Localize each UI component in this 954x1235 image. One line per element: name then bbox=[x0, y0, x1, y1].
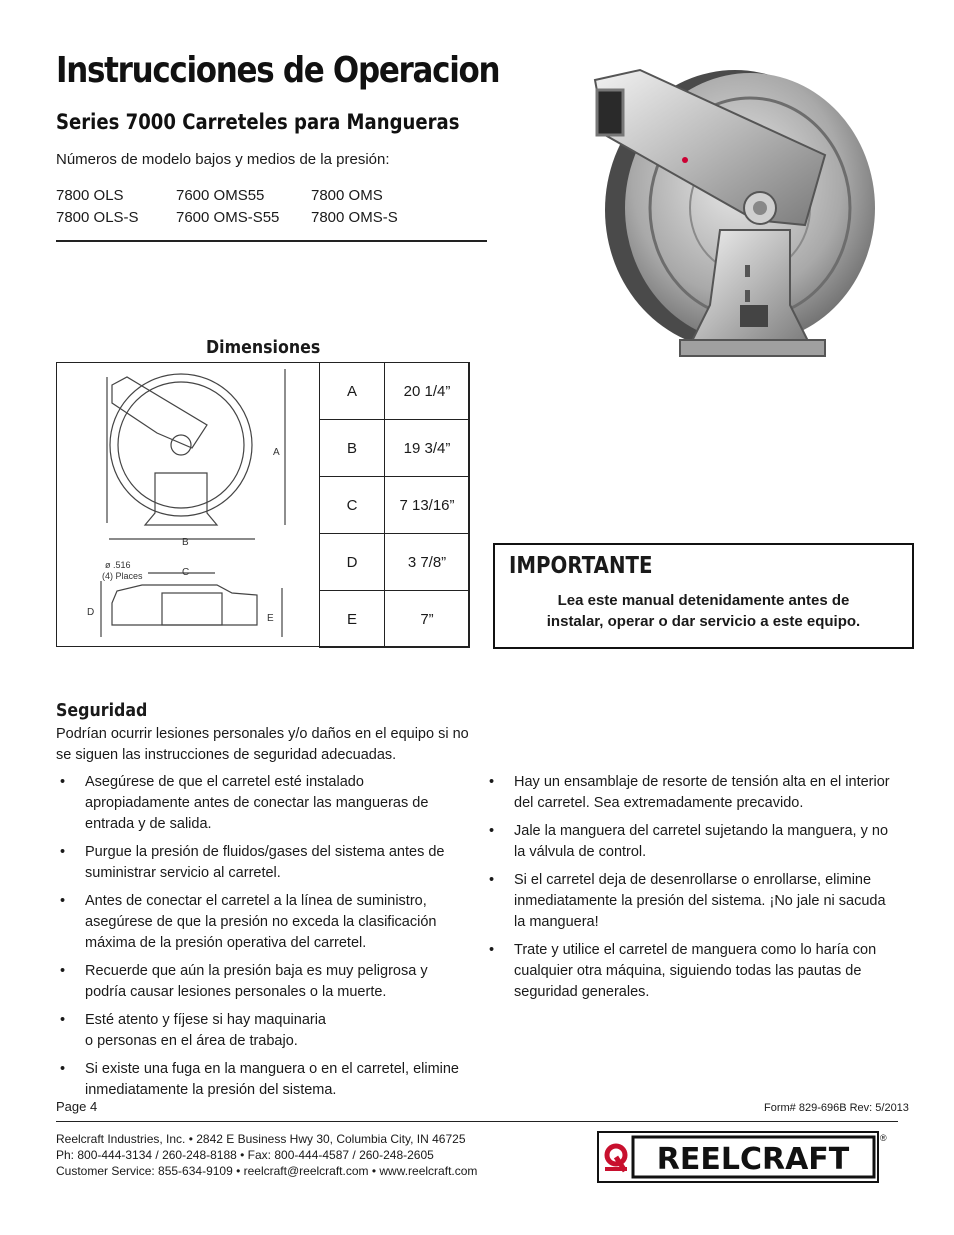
model-numbers bbox=[56, 187, 398, 231]
model-number: 7800 OLS bbox=[56, 187, 124, 204]
dim-label-a: A bbox=[273, 447, 280, 458]
model-number: 7800 OMS-S bbox=[311, 209, 398, 226]
safety-list-left bbox=[56, 772, 471, 1108]
list-item bbox=[56, 842, 471, 884]
table-row bbox=[320, 477, 470, 534]
safety-title: Seguridad bbox=[56, 700, 148, 721]
bullet-icon: • bbox=[489, 774, 495, 790]
list-item-text: Esté atento y fíjese si hay maquinaria o personas en el área de trabajo. bbox=[85, 1012, 326, 1049]
model-number: 7600 OMS55 bbox=[176, 187, 265, 204]
registered-mark: ® bbox=[880, 1133, 887, 1143]
safety-intro: Podrían ocurrir lesiones personales y/o daños en el equipo si no se siguen las instrucciones de seguridad adecuadas. bbox=[56, 726, 469, 763]
list-item bbox=[485, 870, 897, 933]
company-address: Reelcraft Industries, Inc. • 2842 E Business Hwy 30, Columbia City, IN 46725 bbox=[56, 1132, 466, 1146]
dimension-value: 19 3/4” bbox=[385, 420, 470, 477]
footer-divider bbox=[56, 1121, 898, 1122]
dimension-label: A bbox=[320, 363, 385, 420]
important-title: IMPORTANTE bbox=[509, 553, 653, 579]
list-item bbox=[56, 891, 471, 954]
dimension-label: C bbox=[320, 477, 385, 534]
dimension-label: E bbox=[320, 591, 385, 648]
important-line: instalar, operar o dar servicio a este equipo. bbox=[546, 613, 861, 630]
reelcraft-logo bbox=[597, 1131, 887, 1183]
list-item bbox=[485, 940, 897, 1003]
list-item bbox=[56, 961, 471, 1003]
dimension-drawing bbox=[57, 363, 319, 646]
bullet-icon: • bbox=[60, 844, 66, 860]
bullet-icon: • bbox=[60, 774, 66, 790]
dim-label-b: B bbox=[182, 537, 189, 548]
company-contact: Customer Service: 855-634-9109 • reelcraft@reelcraft.com • www.reelcraft.com bbox=[56, 1164, 478, 1178]
safety-list-right bbox=[485, 772, 897, 1010]
bullet-icon: • bbox=[489, 872, 495, 888]
important-line: Lea este manual detenidamente antes de bbox=[557, 592, 850, 609]
table-row bbox=[320, 534, 470, 591]
models-intro: Números de modelo bajos y medios de la presión: bbox=[56, 151, 390, 168]
list-item-text: Recuerde que aún la presión baja es muy peligrosa y podría causar lesiones personales o la muerte. bbox=[85, 963, 428, 1000]
divider bbox=[56, 240, 487, 242]
bullet-icon: • bbox=[489, 823, 495, 839]
list-item-text: Si el carretel deja de desenrollarse o enrollarse, elimine inmediatamente la presión del sistema. ¡No jale ni sacuda la manguera! bbox=[514, 872, 886, 930]
list-item bbox=[56, 772, 471, 835]
page-subtitle: Series 7000 Carreteles para Mangueras bbox=[56, 110, 460, 134]
table-row bbox=[320, 591, 470, 648]
table-row bbox=[320, 363, 470, 420]
table-row bbox=[320, 420, 470, 477]
list-item-text: Jale la manguera del carretel sujetando la manguera, y no la válvula de control. bbox=[514, 823, 889, 860]
logo-wordmark: REELCRAFT bbox=[656, 1142, 850, 1177]
page-number: Page 4 bbox=[56, 1099, 98, 1114]
hole-spec-line1: ø .516 bbox=[105, 560, 131, 570]
bullet-icon: • bbox=[60, 1012, 66, 1028]
bullet-icon: • bbox=[60, 963, 66, 979]
dimension-value: 3 7/8” bbox=[385, 534, 470, 591]
list-item-text: Hay un ensamblaje de resorte de tensión alta en el interior del carretel. Sea extremadamente precavido. bbox=[514, 774, 890, 811]
list-item-text: Si existe una fuga en la manguera o en el carretel, elimine inmediatamente la presión del sistema. bbox=[85, 1061, 459, 1098]
important-text bbox=[495, 590, 912, 632]
list-item-text: Asegúrese de que el carretel esté instalado apropiadamente antes de conectar las mangueras de entrada y de salida. bbox=[85, 774, 429, 832]
dimension-value: 20 1/4” bbox=[385, 363, 470, 420]
hole-spec-line2: (4) Places bbox=[102, 571, 143, 581]
form-number: Form# 829-696B Rev: 5/2013 bbox=[764, 1102, 909, 1114]
dimension-value: 7 13/16” bbox=[385, 477, 470, 534]
dim-label-d: D bbox=[87, 607, 95, 618]
dimension-label: B bbox=[320, 420, 385, 477]
list-item bbox=[56, 1010, 471, 1052]
list-item bbox=[485, 772, 897, 814]
dimension-value: 7” bbox=[385, 591, 470, 648]
dimensions-table bbox=[319, 362, 470, 648]
model-number: 7800 OLS-S bbox=[56, 209, 139, 226]
list-item bbox=[56, 1059, 471, 1101]
model-row bbox=[56, 187, 398, 209]
model-row bbox=[56, 209, 398, 231]
bullet-icon: • bbox=[60, 1061, 66, 1077]
list-item bbox=[485, 821, 897, 863]
company-phone: Ph: 800-444-3134 / 260-248-8188 • Fax: 800-444-4587 / 260-248-2605 bbox=[56, 1148, 434, 1162]
dim-label-e: E bbox=[267, 613, 274, 624]
hose-reel-photo bbox=[585, 60, 915, 380]
dimensions-title: Dimensiones bbox=[206, 337, 321, 358]
model-number: 7600 OMS-S55 bbox=[176, 209, 280, 226]
bullet-icon: • bbox=[60, 893, 66, 909]
bullet-icon: • bbox=[489, 942, 495, 958]
dimension-label: D bbox=[320, 534, 385, 591]
list-item-text: Purgue la presión de fluidos/gases del sistema antes de suministrar servicio al carretel. bbox=[85, 844, 445, 881]
company-info bbox=[56, 1131, 477, 1179]
dim-label-c: C bbox=[182, 567, 190, 578]
list-item-text: Antes de conectar el carretel a la línea de suministro, asegúrese de que la presión no exceda la clasificación máxima de la presión operativa del carretel. bbox=[85, 893, 437, 951]
page-title: Instrucciones de Operacion bbox=[56, 50, 500, 91]
list-item-text: Trate y utilice el carretel de manguera como lo haría con cualquier otra máquina, siguiendo todas las pautas de seguridad generales. bbox=[514, 942, 877, 1000]
model-number: 7800 OMS bbox=[311, 187, 383, 204]
